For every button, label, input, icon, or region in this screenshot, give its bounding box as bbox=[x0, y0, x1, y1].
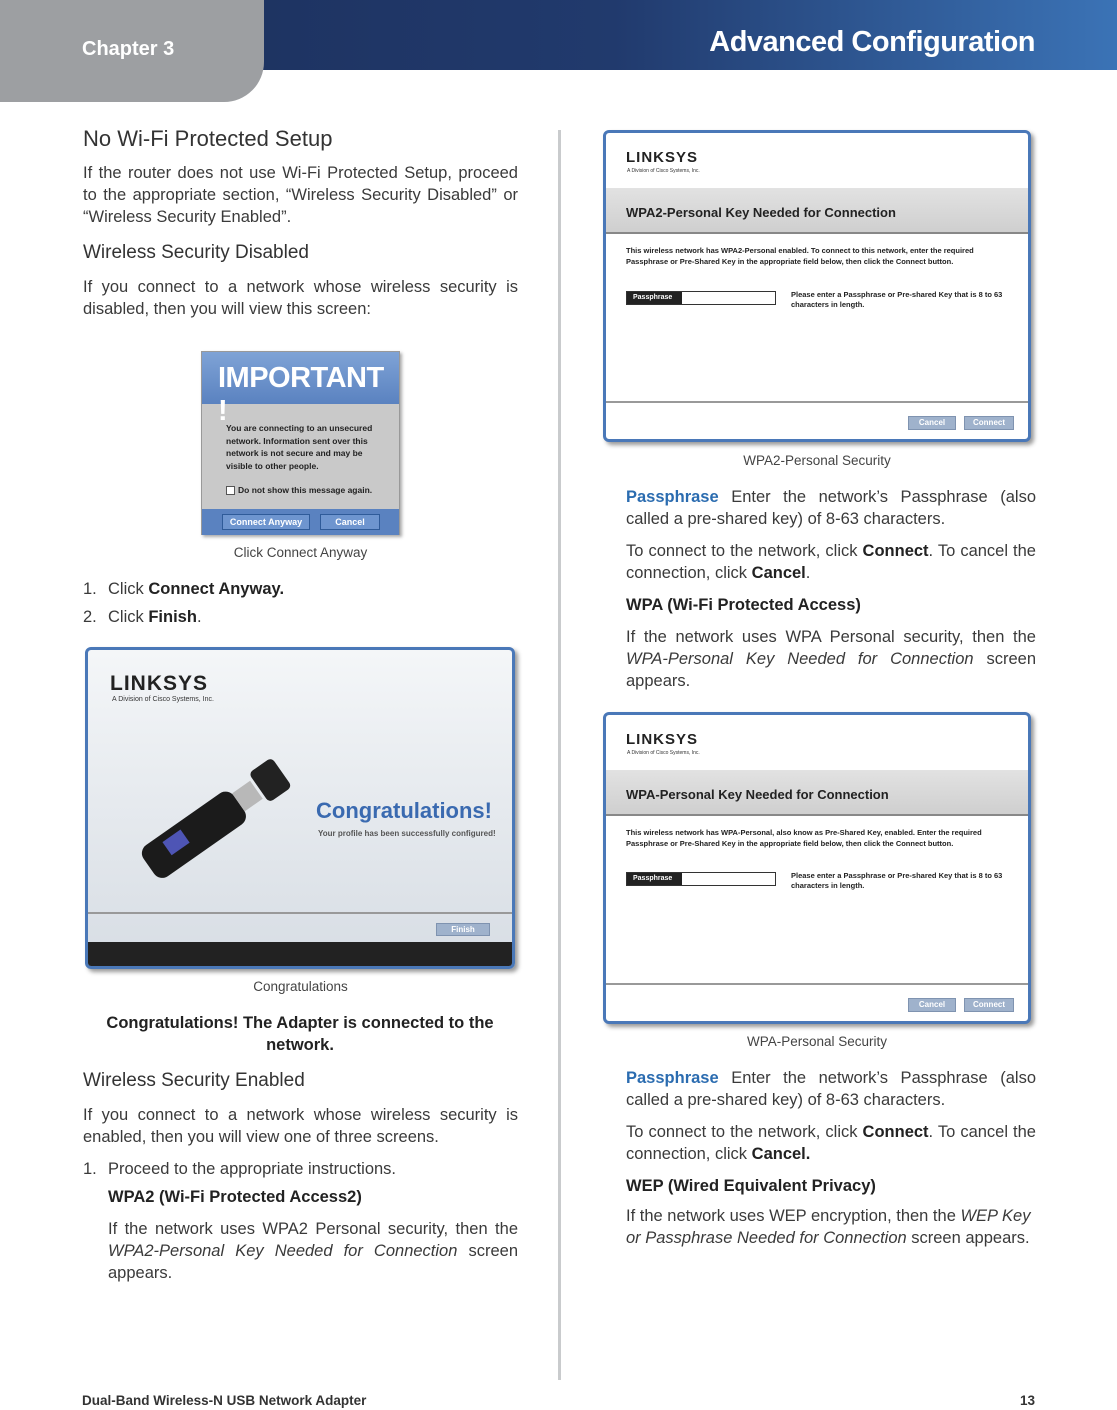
text-part: . To cancel the connection, click bbox=[626, 1123, 1036, 1163]
congrats-bottom-band bbox=[88, 942, 515, 969]
wpa-title-band bbox=[606, 770, 1028, 816]
wpa2-description bbox=[626, 245, 1006, 267]
desc-bold: Connect bbox=[895, 839, 926, 848]
left-column-lower bbox=[83, 1070, 518, 1284]
important-caption: Click Connect Anyway bbox=[233, 545, 368, 560]
step-item bbox=[83, 606, 518, 628]
wpa2-block bbox=[108, 1186, 518, 1284]
linksys-logo: LINKSYS bbox=[626, 149, 699, 166]
text-italic: WEP Key or Passphrase Needed for Connection bbox=[626, 1207, 1031, 1247]
cancel-button[interactable]: Cancel bbox=[320, 514, 380, 530]
text-part: screen appears. bbox=[626, 650, 1036, 690]
wpa-caption: WPA-Personal Security bbox=[746, 1034, 888, 1049]
wpa-separator bbox=[606, 983, 1028, 985]
checkbox[interactable] bbox=[226, 486, 235, 495]
wpa-dialog-title: WPA-Personal Key Needed for Connection bbox=[626, 787, 889, 802]
step-bold: Finish bbox=[148, 608, 197, 626]
passphrase-input[interactable] bbox=[626, 291, 776, 305]
wpa2-caption: WPA2-Personal Security bbox=[743, 453, 891, 468]
step-prefix: Click bbox=[108, 608, 144, 626]
finish-steps bbox=[83, 578, 518, 628]
right-column-lower bbox=[626, 1067, 1036, 1249]
passphrase-label: Passphrase bbox=[627, 873, 682, 885]
passphrase-paragraph bbox=[626, 486, 1036, 530]
linksys-logo: LINKSYS bbox=[110, 672, 209, 695]
page-number: 13 bbox=[1019, 1393, 1035, 1408]
important-dialog bbox=[201, 351, 400, 535]
disabled-text: If you connect to a network whose wireless security is disabled, then you will view this screen: bbox=[83, 278, 518, 318]
connect-button[interactable]: Connect bbox=[964, 416, 1014, 430]
finish-button[interactable]: Finish bbox=[436, 923, 490, 936]
linksys-sub: A Division of Cisco Systems, Inc. bbox=[627, 750, 700, 756]
connect-paragraph bbox=[626, 540, 1036, 584]
chapter-label: Chapter 3 bbox=[82, 38, 175, 60]
wpa2-heading: WPA2 (Wi-Fi Protected Access2) bbox=[108, 1188, 362, 1206]
wpa2-text bbox=[108, 1218, 518, 1284]
text-part: . To cancel the connection, click bbox=[626, 542, 1036, 582]
heading-security-enabled: Wireless Security Enabled bbox=[83, 1070, 305, 1091]
text-part: To connect to the network, click bbox=[626, 542, 863, 560]
step-bold: Connect Anyway. bbox=[148, 580, 285, 598]
intro-text: If the router does not use Wi-Fi Protected Setup, proceed to the appropriate section, “Wireless Security Disabled” or “Wireless Security Enabled”. bbox=[83, 164, 518, 226]
wpa2-text-part: If the network uses WPA2 Personal security, then the bbox=[108, 1220, 518, 1238]
enabled-text: If you connect to a network whose wireless security is enabled, then you will view one of three screens. bbox=[83, 1106, 518, 1146]
linksys-sub: A Division of Cisco Systems, Inc. bbox=[627, 168, 700, 174]
usb-adapter-icon bbox=[118, 750, 298, 880]
important-footer bbox=[202, 509, 399, 535]
passphrase-paragraph bbox=[626, 1067, 1036, 1111]
right-column-upper bbox=[626, 486, 1036, 692]
connect-paragraph bbox=[626, 1121, 1036, 1165]
step-number: 1. bbox=[83, 580, 97, 598]
connect-button[interactable]: Connect bbox=[964, 998, 1014, 1012]
step-suffix: . bbox=[196, 608, 202, 626]
passphrase-hint: Please enter a Passphrase or Pre-shared Key that is 8 to 63 characters in length. bbox=[791, 290, 1003, 309]
passphrase-term: Passphrase bbox=[626, 1069, 719, 1087]
enabled-step bbox=[83, 1158, 518, 1180]
wpa2-text-italic: WPA2-Personal Key Needed for Connection bbox=[108, 1242, 458, 1260]
important-title: IMPORTANT ! bbox=[218, 362, 384, 427]
text-part: If the network uses WPA Personal security, then the bbox=[626, 628, 1036, 646]
important-message: You are connecting to an unsecured network. Information sent over this network is not secure and may be visible to other people. bbox=[226, 423, 373, 471]
linksys-logo: LINKSYS bbox=[626, 731, 699, 748]
wpa-heading: WPA (Wi-Fi Protected Access) bbox=[626, 596, 861, 614]
important-checkbox-row[interactable] bbox=[226, 485, 372, 495]
left-column bbox=[83, 128, 518, 320]
column-divider bbox=[558, 130, 561, 1380]
passphrase-desc: Enter the network’s Passphrase (also called a pre-shared key) of 8-63 characters. bbox=[626, 1069, 1036, 1109]
wpa-description bbox=[626, 827, 1006, 849]
text-part: If the network uses WEP encryption, then the bbox=[626, 1207, 961, 1225]
connect-term: Connect bbox=[862, 1123, 929, 1141]
connect-term: Connect bbox=[862, 542, 929, 560]
desc-part: This wireless network has WPA-Personal, also know as Pre-Shared Key, enabled. Enter the required Passphrase or Pre-Shared Key in the appropriate field below, then click the bbox=[626, 828, 982, 848]
section-title: Advanced Configuration bbox=[709, 26, 1035, 58]
desc-part: This wireless network has WPA2-Personal enabled. To connect to this network, enter the required Passphrase or Pre-Shared Key in the appropriate field below, then click the bbox=[626, 246, 974, 266]
congrats-title: Congratulations! bbox=[316, 798, 492, 823]
wpa-text bbox=[626, 626, 1036, 692]
step-number: 2. bbox=[83, 608, 97, 626]
wep-heading: WEP (Wired Equivalent Privacy) bbox=[626, 1177, 876, 1195]
text-part: . bbox=[805, 564, 811, 582]
heading-no-wps: No Wi-Fi Protected Setup bbox=[83, 126, 333, 151]
step-item bbox=[83, 578, 518, 600]
passphrase-label: Passphrase bbox=[627, 292, 682, 304]
footer-product: Dual-Band Wireless-N USB Network Adapter bbox=[82, 1393, 367, 1408]
important-header bbox=[202, 352, 399, 427]
wpa2-screenshot bbox=[603, 130, 1031, 442]
step-text: Proceed to the appropriate instructions. bbox=[108, 1160, 397, 1178]
step-number: 1. bbox=[83, 1160, 97, 1178]
desc-part: button. bbox=[925, 257, 954, 266]
heading-security-disabled: Wireless Security Disabled bbox=[83, 242, 309, 263]
desc-part: button. bbox=[925, 839, 954, 848]
wpa-screenshot bbox=[603, 712, 1031, 1024]
desc-bold: Connect bbox=[895, 257, 926, 266]
wep-text bbox=[626, 1205, 1036, 1249]
step-prefix: Click bbox=[108, 580, 144, 598]
connect-anyway-button[interactable]: Connect Anyway bbox=[222, 514, 310, 530]
linksys-sub: A Division of Cisco Systems, Inc. bbox=[112, 696, 214, 703]
passphrase-desc: Enter the network’s Passphrase (also called a pre-shared key) of 8-63 characters. bbox=[626, 488, 1036, 528]
checkbox-label: Do not show this message again. bbox=[238, 485, 373, 495]
congrats-screenshot bbox=[85, 647, 515, 969]
wpa2-separator bbox=[606, 401, 1028, 403]
text-italic: WPA-Personal Key Needed for Connection bbox=[626, 650, 974, 668]
text-part: screen appears. bbox=[906, 1229, 1030, 1247]
cancel-button[interactable]: Cancel bbox=[908, 416, 956, 430]
passphrase-term: Passphrase bbox=[626, 488, 719, 506]
passphrase-input[interactable] bbox=[626, 872, 776, 886]
passphrase-hint: Please enter a Passphrase or Pre-shared Key that is 8 to 63 characters in length. bbox=[791, 871, 1003, 890]
cancel-button[interactable]: Cancel bbox=[908, 998, 956, 1012]
congrats-separator bbox=[88, 912, 515, 914]
text-part: To connect to the network, click bbox=[626, 1123, 863, 1141]
cancel-term: Cancel. bbox=[751, 1145, 811, 1163]
wpa2-dialog-title: WPA2-Personal Key Needed for Connection bbox=[626, 205, 896, 220]
wpa2-title-band bbox=[606, 188, 1028, 234]
congrats-statement: Congratulations! The Adapter is connected to the network. bbox=[106, 1014, 494, 1054]
congrats-caption: Congratulations bbox=[253, 979, 348, 994]
congrats-subtitle: Your profile has been successfully configured! bbox=[318, 829, 496, 838]
cancel-term: Cancel bbox=[751, 564, 806, 582]
wpa2-text-part: screen appears. bbox=[108, 1242, 519, 1282]
